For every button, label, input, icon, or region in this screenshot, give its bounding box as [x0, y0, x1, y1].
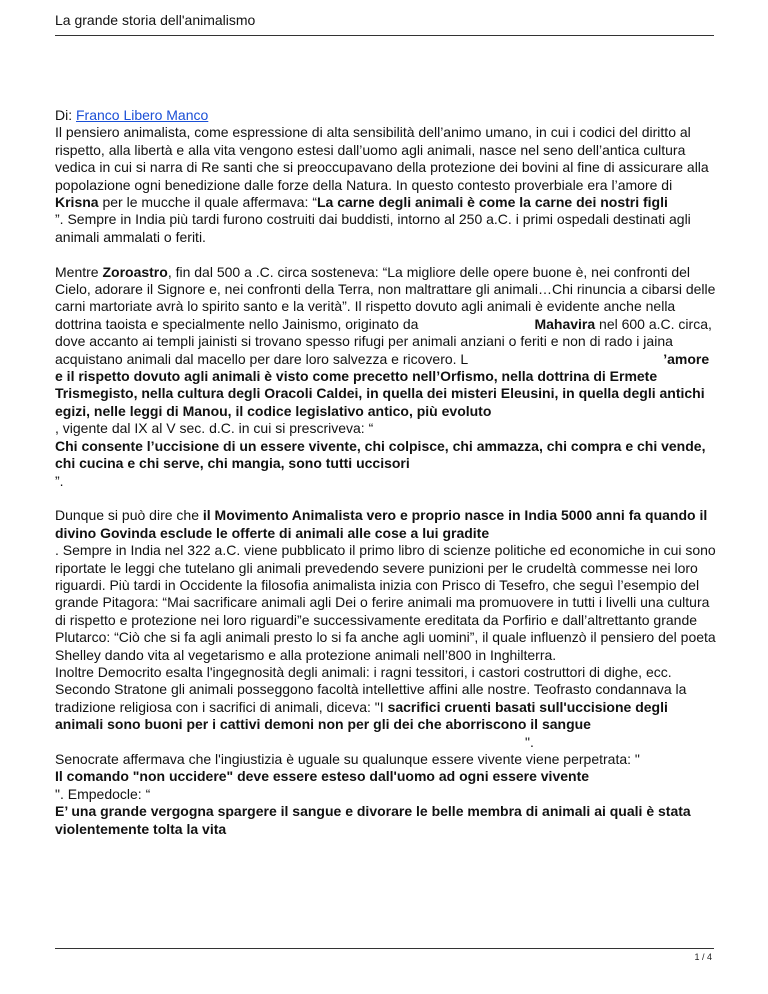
p3-bold-empedocle-quote: E’ una grande vergogna spargere il sangue e divorare le belle membra di animali ai quali è stata violentemente tolta la vita — [55, 803, 691, 837]
page-number: 1 / 4 — [694, 952, 712, 962]
paragraph-2 — [55, 264, 719, 490]
p2-text-5: ”. — [55, 472, 64, 489]
p1-bold-krisna: Krisna — [55, 194, 99, 211]
p2-text-4: , vigente dal IX al V sec. d.C. in cui si prescriveva: “ — [55, 420, 374, 437]
footer-divider — [55, 948, 714, 949]
p2-bold-zoroastro: Zoroastro — [102, 263, 168, 280]
p2-text-2: , fin dal 500 a .C. circa sosteneva: “La migliore delle opere buone è, nei confronti del Cielo, adorare il Signore e, nei confronti della Terra, non maltrattare gli animali…Chi rinuncia a cibarsi delle carni martoriate avrà lo spirito santo e la verità”. Il rispetto dovuto agli animali è evidente anche nella dottrina taoista e specialmente nello Jainismo, originato da — [55, 263, 716, 332]
byline-prefix: Di: — [55, 107, 76, 123]
article-body — [55, 107, 719, 855]
header-divider — [55, 35, 714, 36]
p2-text-3: nel 600 a.C. circa, dove accanto ai templi jainisti si trovano spesso rifugi per animali anziani o feriti e non di rado i jaina acquistano animali dal macello per dare loro salvezza e ricovero. L — [55, 315, 712, 367]
author-link[interactable]: Franco Libero Manco — [76, 107, 209, 123]
p3-text-2: . Sempre in India nel 322 a.C. viene pubblicato il primo libro di scienze politiche ed economiche in cui sono riportate le leggi che tutelano gli animali prevedendo severe punizioni per le crudeltà commesse nei loro riguardi. Più tardi in Occidente la filosofia animalista inizia con Prisco di Tesefro, che seguì l’esempio del grande Pitagora: “Mai sacrificare animali agli Dei o ferire animali ma promuovere in tutti i livelli una cultura di rispetto e protezione nei loro riguardi”e successivamente ereditata da Porfirio e dall’altrettanto grande Plutarco: “Ciò che si fa agli animali presto lo si fa anche agli uomini”, il quale influenzò il pensiero del poeta Shelley dando vita al vegetarismo e alla protezione animali nell’800 in Inghilterra. — [55, 542, 716, 663]
p1-text-1: Il pensiero animalista, come espressione di alta sensibilità dell’animo umano, in cui i codici del diritto al rispetto, alla libertà e alla vita vengono estesi dall’uomo agli animali, nasce nel seno dell’antica cultura vedica in cui si narra di Re santi che si preoccupavano della protezione dei bovini al fine di assicurare alla popolazione ogni benedizione dalle forze della Natura. In questo contesto proverbiale era l’amore di — [55, 124, 709, 193]
p2-bold-manou-quote: Chi consente l’uccisione di un essere vivente, chi colpisce, chi ammazza, chi compra e chi vende, chi cucina e chi serve, chi mangia, sono tutti uccisori — [55, 437, 706, 472]
page-header-title: La grande storia dell'animalismo — [55, 12, 256, 28]
p3-text-1: Dunque si può dire che — [55, 507, 203, 524]
p3-bold-senocrate-quote: Il comando "non uccidere" deve essere esteso dall'uomo ad ogni essere vivente — [55, 768, 590, 785]
paragraph-3 — [55, 507, 719, 838]
p2-bold-mahavira: Mahavira — [534, 315, 596, 332]
p2-bold-orfismo: ’amore e il rispetto dovuto agli animali è visto come precetto nell’Orfismo, nella dottrina di Ermete Trismegisto, nella cultura degli Oracoli Caldei, in quella dei misteri Eleusini, in quella degli antichi egizi, nelle leggi di Manou, il codice legislativo antico, più evoluto — [55, 350, 710, 419]
byline — [55, 107, 719, 246]
p3-bold-teofrasto-quote: sacrifici cruenti basati sull'uccisione degli animali sono buoni per i cattivi demoni non per gli dei che aborriscono il sangue — [55, 698, 668, 733]
p3-text-5: Senocrate affermava che l'ingiustizia è uguale su qualunque essere vivente viene perpetrata: " — [55, 751, 640, 767]
p1-text-3: ”. Sempre in India più tardi furono costruiti dai buddisti, intorno al 250 a.C. i primi ospedali destinati agli animali ammalati o feriti. — [55, 211, 691, 245]
p1-bold-quote: La carne degli animali è come la carne dei nostri figli — [316, 194, 668, 211]
p3-text-6: ". Empedocle: “ — [55, 785, 151, 802]
p3-bold-movimento: il Movimento Animalista vero e proprio nasce in India 5000 anni fa quando il divino Govinda esclude le offerte di animali alle cose a lui gradite — [55, 507, 708, 541]
p1-text-2: per le mucche il quale affermava: “ — [98, 194, 317, 211]
p3-text-3: Inoltre Democrito esalta l'ingegnosità degli animali: i ragni tessitori, i castori costruttori di dighe, ecc. Secondo Stratone gli animali posseggono facoltà intellettive affini alle nostre. Teofrasto condannava la tradizione religiosa con i sacrifici di animali, diceva: "I — [55, 663, 687, 715]
p2-text-1: Mentre — [55, 263, 103, 280]
p3-text-4: ". — [525, 733, 534, 750]
